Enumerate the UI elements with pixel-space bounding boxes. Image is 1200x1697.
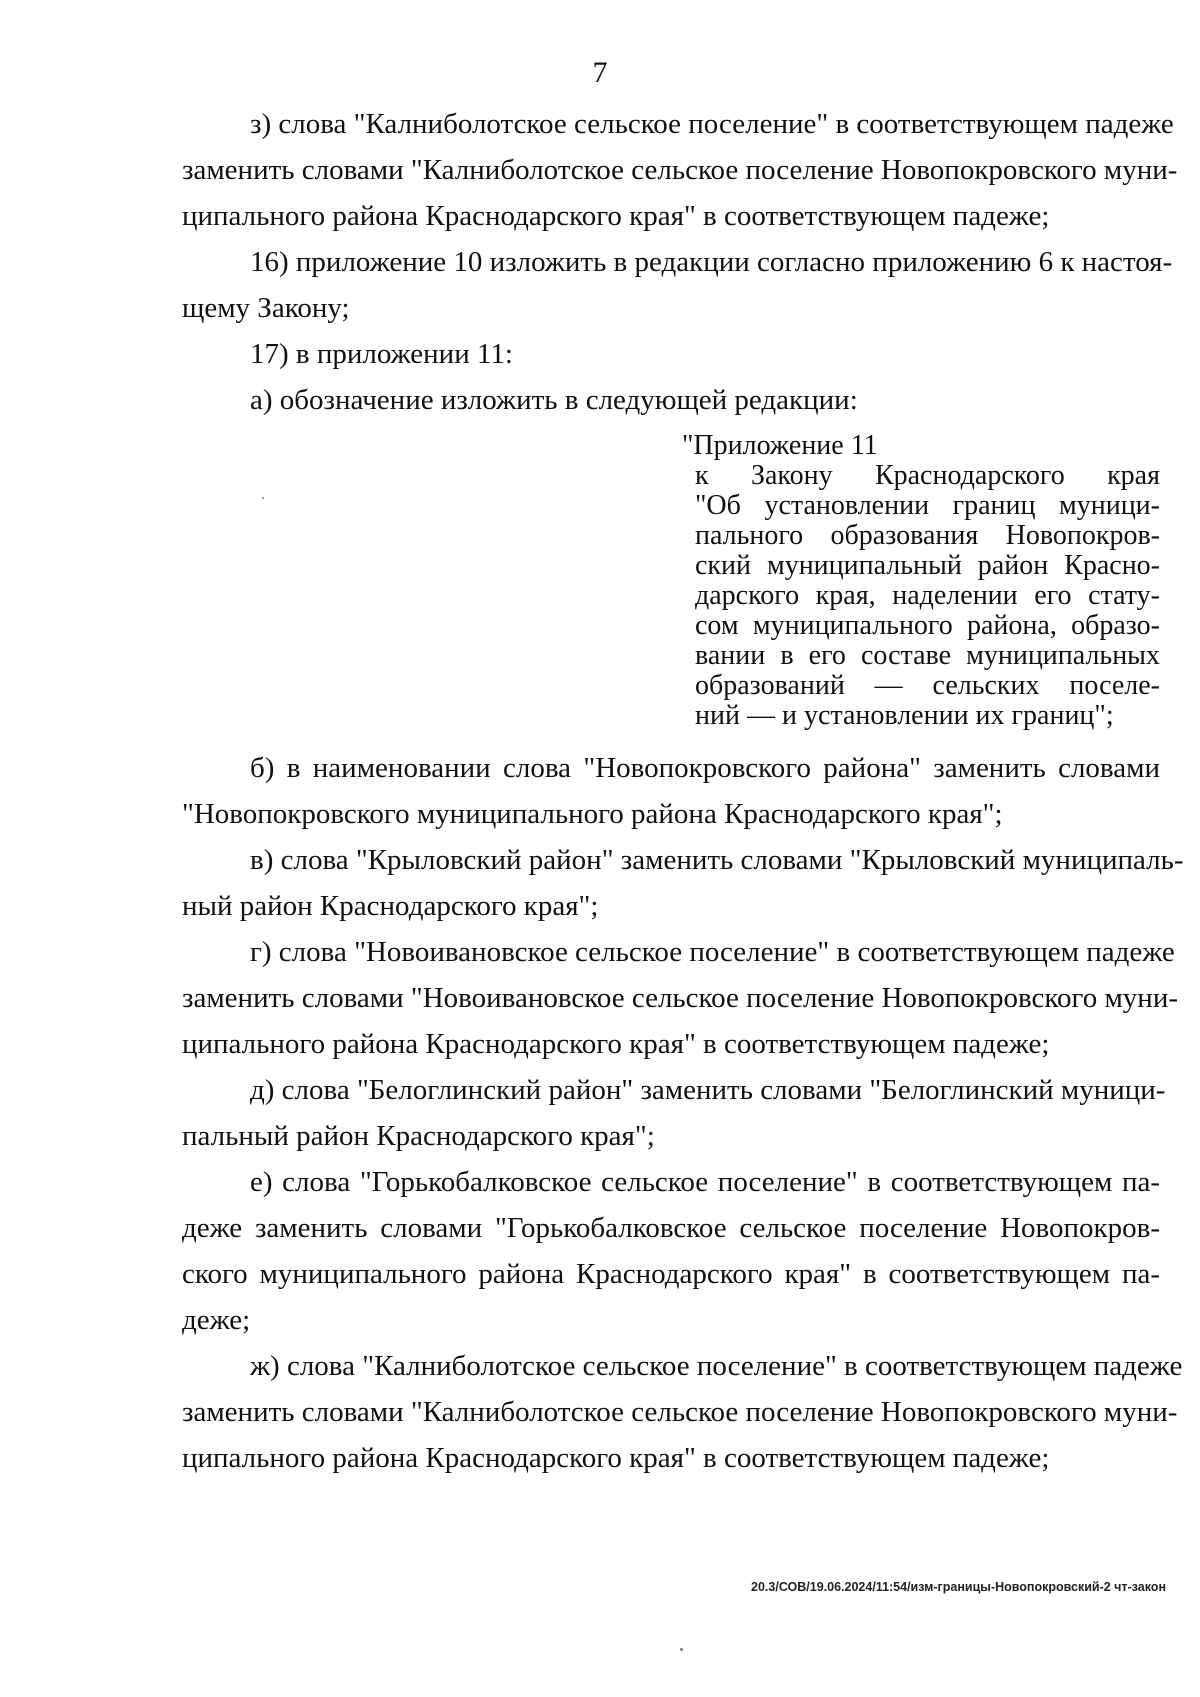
appendix-heading-line-4: пального образования Новопокров- xyxy=(695,520,1160,551)
page-number: 7 xyxy=(592,56,608,89)
paragraph-a-line-1: а) обозначение изложить в следующей редакции: xyxy=(250,384,858,416)
paragraph-zh-line-1: ж) слова "Калниболотское сельское поселение" в соответствующем падеже xyxy=(250,1350,1183,1382)
paragraph-g-line-3: ципального района Краснодарского края" в соответствующем падеже; xyxy=(182,1028,1050,1060)
paragraph-v-line-2: ный район Краснодарского края"; xyxy=(182,890,599,922)
paragraph-zh-line-2: заменить словами "Калниболотское сельское поселение Новопокровского муни- xyxy=(182,1396,1178,1428)
paragraph-d-line-2: пальный район Краснодарского края"; xyxy=(182,1120,655,1152)
paragraph-z-line-2: заменить словами "Калниболотское сельское поселение Новопокровского муни- xyxy=(182,154,1178,186)
paragraph-e-line-2: деже заменить словами "Горькобалковское сельское поселение Новопокров- xyxy=(182,1212,1160,1244)
paragraph-16-line-1: 16) приложение 10 изложить в редакции согласно приложению 6 к настоя- xyxy=(250,246,1173,278)
scan-speck xyxy=(262,497,264,499)
appendix-heading-line-9: образований — сельских поселе- xyxy=(695,670,1160,701)
scan-speck xyxy=(680,1648,683,1651)
appendix-heading-line-6: дарского края, наделении его стату- xyxy=(695,580,1160,611)
appendix-heading-line-1: "Приложение 11 xyxy=(682,430,878,461)
appendix-heading-line-2: к Закону Краснодарского края xyxy=(695,460,1160,491)
appendix-heading-line-8: вании в его составе муниципальных xyxy=(695,640,1160,671)
paragraph-z-line-3: ципального района Краснодарского края" в соответствующем падеже; xyxy=(182,200,1050,232)
paragraph-17-line-1: 17) в приложении 11: xyxy=(250,338,513,370)
paragraph-d-line-1: д) слова "Белоглинский район" заменить словами "Белоглинский муници- xyxy=(250,1074,1166,1106)
appendix-heading-line-10: ний — и установлении их границ"; xyxy=(695,700,1114,731)
paragraph-g-line-2: заменить словами "Новоивановское сельское поселение Новопокровского муни- xyxy=(182,982,1178,1014)
paragraph-g-line-1: г) слова "Новоивановское сельское поселение" в соответствующем падеже xyxy=(250,936,1175,968)
paragraph-zh-line-3: ципального района Краснодарского края" в соответствующем падеже; xyxy=(182,1442,1050,1474)
paragraph-z-line-1: з) слова "Калниболотское сельское поселение" в соответствующем падеже xyxy=(250,108,1174,140)
appendix-heading-line-5: ский муниципальный район Красно- xyxy=(695,550,1160,581)
appendix-heading-line-7: сом муниципального района, образо- xyxy=(695,610,1160,641)
paragraph-v-line-1: в) слова "Крыловский район" заменить словами "Крыловский муниципаль- xyxy=(250,844,1184,876)
paragraph-e-line-4: деже; xyxy=(182,1304,251,1336)
paragraph-e-line-3: ского муниципального района Краснодарского края" в соответствующем па- xyxy=(182,1258,1160,1290)
paragraph-b-line-2: "Новопокровского муниципального района Краснодарского края"; xyxy=(182,798,1003,830)
paragraph-16-line-2: щему Закону; xyxy=(182,292,350,324)
footer-document-code: 20.3/СОВ/19.06.2024/11:54/изм-границы-Новопокровский-2 чт-закон xyxy=(751,1580,1166,1594)
paragraph-b-line-1: б) в наименовании слова "Новопокровского района" заменить словами xyxy=(250,752,1160,784)
appendix-heading-line-3: "Об установлении границ муници- xyxy=(695,490,1160,521)
paragraph-e-line-1: е) слова "Горькобалковское сельское поселение" в соответствующем па- xyxy=(250,1166,1160,1198)
